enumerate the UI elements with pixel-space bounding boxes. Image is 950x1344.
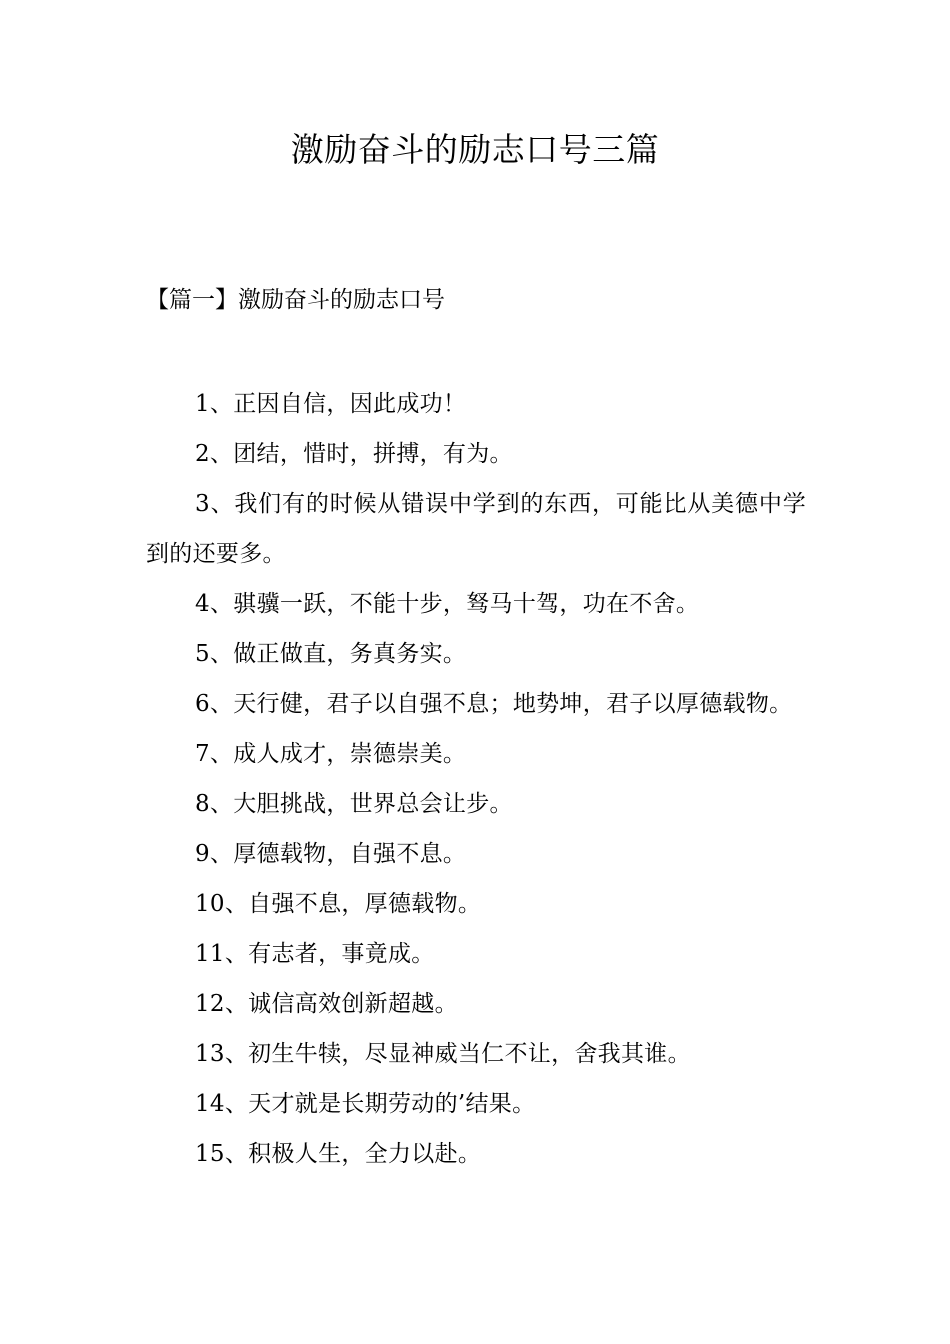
- list-item: 3、我们有的时候从错误中学到的东西，可能比从美德中学到的还要多。: [146, 491, 806, 567]
- list-item: 13、初生牛犊，尽显神威当仁不让，舍我其谁。: [195, 1041, 691, 1067]
- list-item: 9、厚德载物，自强不息。: [195, 841, 467, 867]
- list-item: 2、团结，惜时，拼搏，有为。: [195, 441, 513, 467]
- list-item: 1、正因自信，因此成功！: [195, 391, 467, 417]
- list-item: 15、积极人生，全力以赴。: [195, 1141, 482, 1167]
- list-item: 10、自强不息，厚德载物。: [195, 891, 482, 917]
- list-item: 14、天才就是长期劳动的’结果。: [195, 1091, 536, 1117]
- list-item: 5、做正做直，务真务实。: [195, 641, 467, 667]
- list-item: 4、骐骥一跃，不能十步，驽马十驾，功在不舍。: [195, 591, 700, 617]
- list-item: 6、天行健，君子以自强不息；地势坤，君子以厚德载物。: [195, 691, 793, 717]
- document-title: 激励奋斗的励志口号三篇: [290, 130, 660, 169]
- list-item: 12、诚信高效创新超越。: [195, 991, 458, 1017]
- list-item: 7、成人成才，崇德崇美。: [195, 741, 467, 767]
- section-heading: 【篇一】激励奋斗的励志口号: [146, 287, 445, 313]
- list-item: 8、大胆挑战，世界总会让步。: [195, 791, 513, 817]
- slogan-list: [146, 379, 806, 1179]
- list-item: 11、有志者，事竟成。: [195, 941, 435, 967]
